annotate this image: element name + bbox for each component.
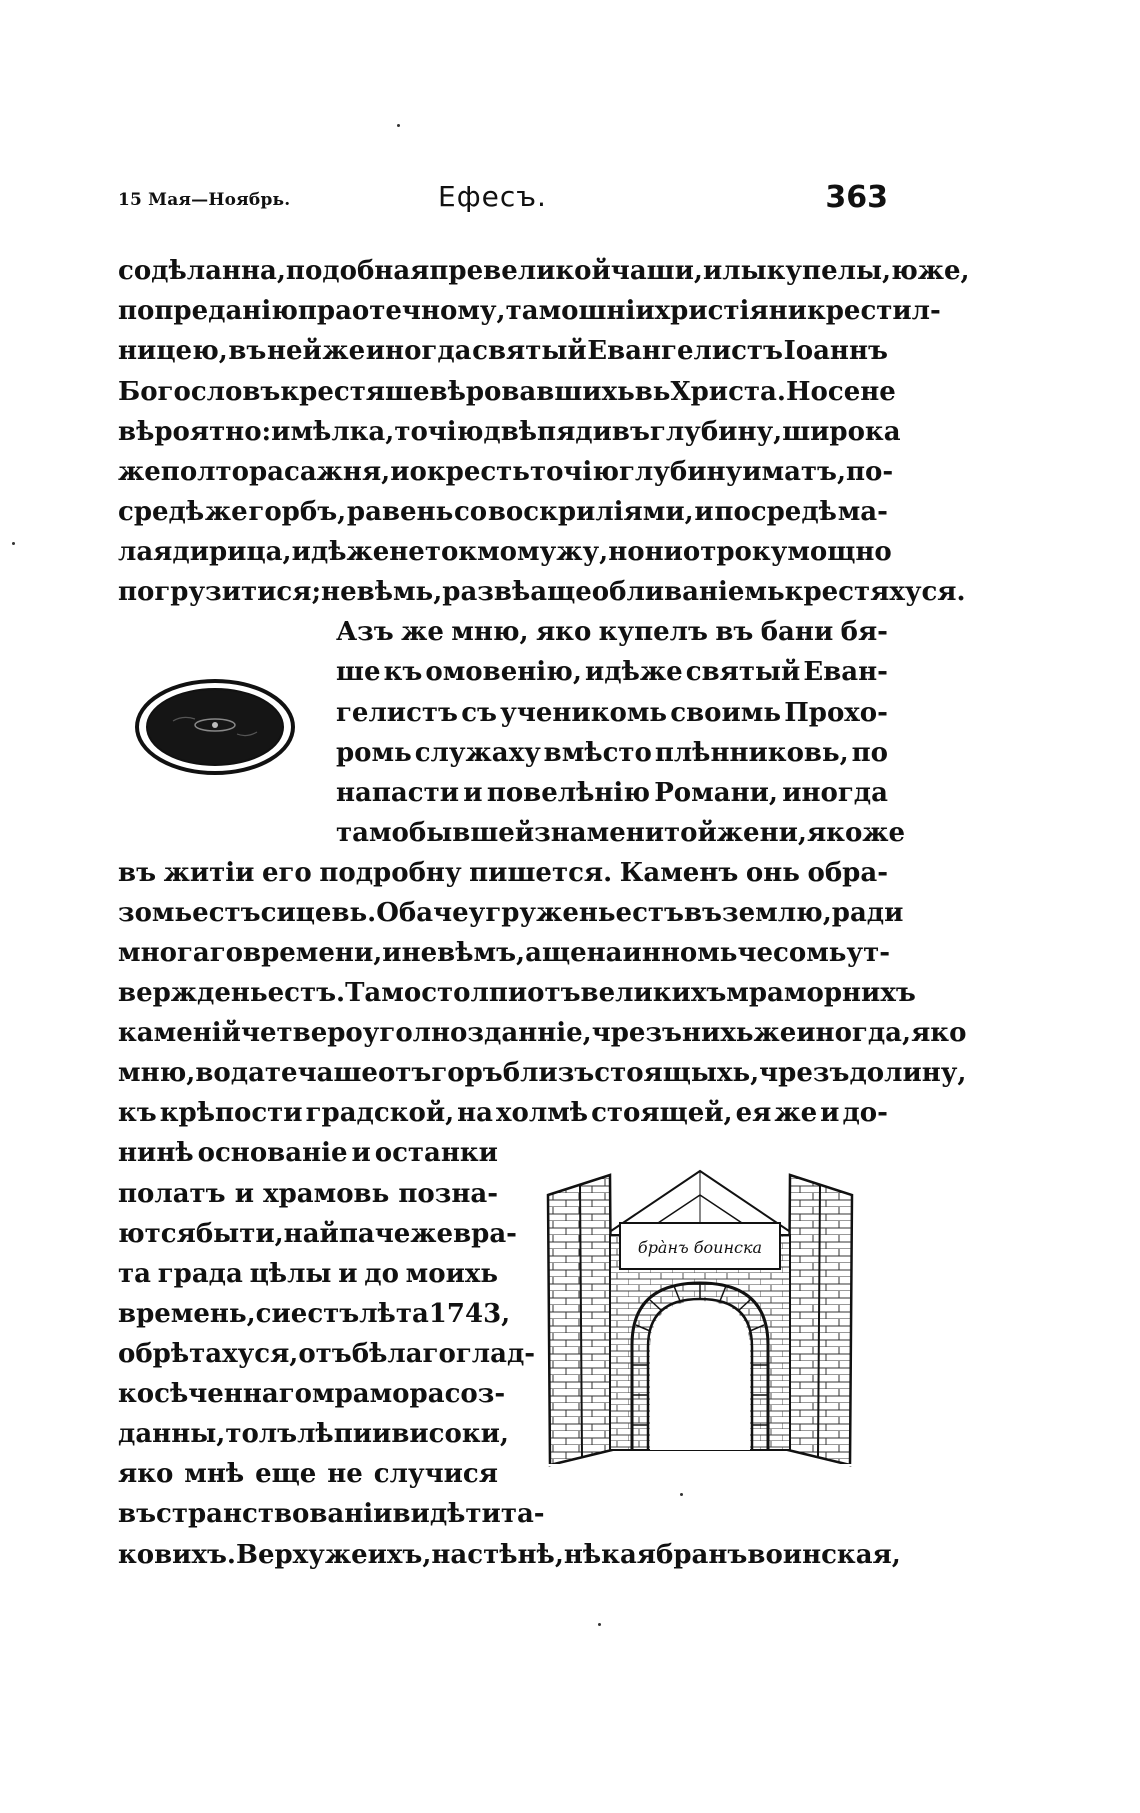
header-title: Ефесъ. <box>438 180 547 213</box>
gate-inscription: бра̀нъ боинска <box>637 1238 763 1257</box>
text-line: напасти и повелѣнію Романи, иногда <box>336 778 888 808</box>
text-line: яко мнѣ еще не случися <box>118 1459 498 1489</box>
text-line: та града цѣлы и до моихь <box>118 1259 498 1289</box>
text-line: зомь естъ сицевь. Обаче угружень естъ въ землю, ради <box>118 898 904 928</box>
text-line: гелистъ съ ученикомь своимь Прохо- <box>336 698 888 728</box>
text-line: каменій четвероуголно зданніе, чрезъ нихь же иногда, яко <box>118 1018 967 1048</box>
text-line: Богословъ крестяше вѣровавшихь вь Христа. Но се не <box>118 377 896 407</box>
text-line: полатъ и храмовь позна- <box>118 1179 498 1209</box>
header-date-range: 15 Мая—Ноябрь. <box>118 190 291 210</box>
text-line: лая дирица, идѣже не токмо мужу, но ни отроку мощно <box>118 537 892 567</box>
text-line: къ крѣпости градской, на холмѣ стоящей, ея же и до- <box>118 1098 888 1128</box>
text-line: погрузитися; не вѣмь, развѣ аще обливаніемь крестяхуся. <box>118 577 966 607</box>
text-line: средѣ же горбъ, равень со воскриліями, и посредѣ ма- <box>118 497 888 527</box>
print-speck <box>598 1623 601 1626</box>
running-header <box>118 180 888 220</box>
baptismal-font-illustration <box>133 676 298 778</box>
text-line: ше къ омовенію, идѣже святый Еван- <box>336 657 888 687</box>
text-line: въ странствованіи видѣти та- <box>118 1499 545 1529</box>
text-line: по преданію праотечному, тамошніи христіяни крестил- <box>118 296 941 326</box>
print-speck <box>397 124 400 127</box>
text-line: многаго времени, и не вѣмъ, аще на инномь чесомь ут- <box>118 938 890 968</box>
text-line: ромь служаху вмѣсто плѣнниковь, по <box>336 738 888 768</box>
print-speck <box>12 542 15 545</box>
text-line: ницею, въ ней же иногда святый Евангелистъ Іоаннъ <box>118 336 888 366</box>
text-line: ются быти, найпачеже вра- <box>118 1219 517 1249</box>
print-speck <box>680 1493 683 1496</box>
text-line: времень, си естъ лѣта 1743, <box>118 1299 511 1329</box>
page-number: 363 <box>825 180 888 215</box>
text-line: же полтора сажня, и окресть точію глубину иматъ, по- <box>118 457 894 487</box>
city-gate-illustration <box>540 1165 860 1475</box>
text-line: данны, толъ лѣпи и високи, <box>118 1419 509 1449</box>
text-line: содѣланна, подобная превеликой чаши, илы купелы, юже, <box>118 256 970 286</box>
text-line: обрѣтахуся, отъ бѣлаго глад- <box>118 1339 536 1369</box>
text-line: мню, вода течаше отъ горъ близъ стоящыхь, чрезъ долину, <box>118 1058 967 1088</box>
text-line: нинѣ основаніе и останки <box>118 1138 498 1168</box>
text-line: косѣченнаго мрамора соз- <box>118 1379 506 1409</box>
text-line: верждень естъ. Тамо столпи отъ великихъ мраморнихъ <box>118 978 916 1008</box>
text-line: въ житіи его подробну пишется. Каменъ онь обра- <box>118 858 888 888</box>
text-line: ковихъ. Верху же ихъ, на стѣнѣ, нѣкая бранъ воинская, <box>118 1540 901 1570</box>
text-line: Азъ же мню, яко купелъ въ бани бя- <box>336 617 888 647</box>
text-line: вѣроятно: и мѣлка, точію двѣ пяди въ глубину, широка <box>118 417 901 447</box>
text-line: тамо бывшей знаменитой жени, якоже <box>336 818 906 848</box>
